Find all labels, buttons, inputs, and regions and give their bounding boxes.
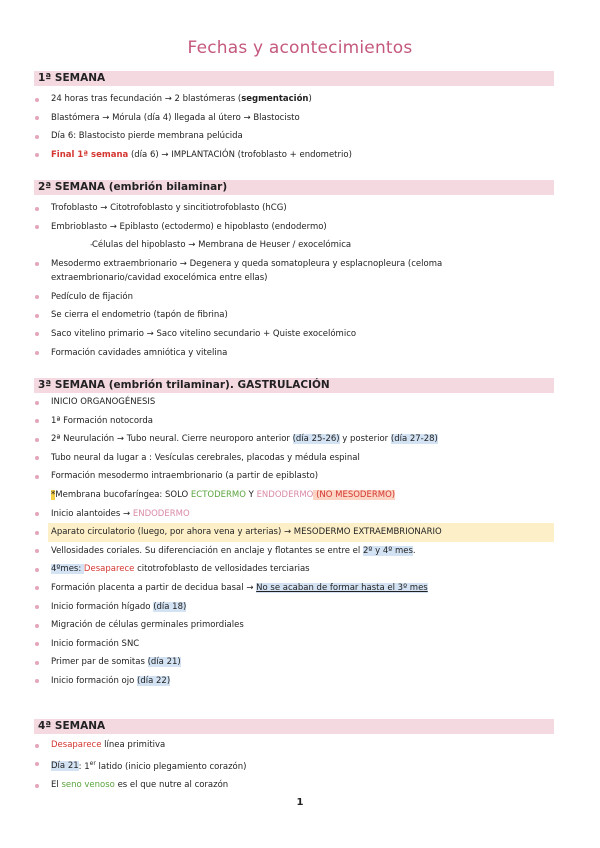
list-item: Formación mesodermo intraembrionario (a partir de epiblasto) bbox=[34, 467, 554, 486]
list-subitem: - Células del hipoblasto → Membrana de Heuser / exocelómica bbox=[34, 236, 554, 255]
list-item: 1ª Formación notocorda bbox=[34, 412, 554, 431]
list-item: Inicio formación SNC bbox=[34, 635, 554, 654]
list-item: Desaparece línea primitiva bbox=[34, 736, 554, 755]
list-item: Trofoblasto → Citotrofoblasto y sincitiotrofoblasto (hCG) bbox=[34, 199, 554, 218]
list-item: Migración de células germinales primordiales bbox=[34, 616, 554, 635]
section-heading: 4ª SEMANA bbox=[34, 719, 554, 734]
section-heading: 1ª SEMANA bbox=[34, 71, 554, 86]
page-title: Fechas y acontecimientos bbox=[187, 38, 413, 58]
list-item: 4ºmes: Desaparece citotrofoblasto de vellosidades terciarias bbox=[34, 560, 554, 579]
list-item: 24 horas tras fecundación → 2 blastómeras (segmentación) bbox=[34, 90, 554, 109]
list-item: Blastómera → Mórula (día 4) llegada al útero → Blastocisto bbox=[34, 109, 554, 128]
section-heading: 3ª SEMANA (embrión trilaminar). GASTRULACIÓN bbox=[34, 378, 554, 393]
list-item: Inicio formación ojo (día 22) bbox=[34, 672, 554, 691]
list-item: Día 21: 1er latido (inicio plegamiento corazón) bbox=[34, 755, 554, 776]
list-item: Saco vitelino primario → Saco vitelino secundario + Quiste exocelómico bbox=[34, 325, 554, 344]
list-item: Vellosidades coriales. Su diferenciación en anclaje y flotantes se entre el 2º y 4º mes. bbox=[34, 542, 554, 561]
list-item: Formación cavidades amniótica y vitelina bbox=[34, 344, 554, 363]
section-week-1 bbox=[34, 71, 554, 164]
list-item: Aparato circulatorio (luego, por ahora vena y arterias) → MESODERMO EXTRAEMBRIONARIO bbox=[48, 523, 554, 542]
list-item: Tubo neural da lugar a : Vesículas cerebrales, placodas y médula espinal bbox=[34, 449, 554, 468]
list-item: Primer par de somitas (día 21) bbox=[34, 653, 554, 672]
list-item: Mesodermo extraembrionario → Degenera y queda somatopleura y esplacnopleura (celoma extraembrionario/cavidad exocelómica entre ellas) bbox=[34, 255, 554, 288]
list-item: El seno venoso es el que nutre al corazón bbox=[34, 776, 554, 795]
list-item: Inicio formación hígado (día 18) bbox=[34, 598, 554, 617]
list-item: 2ª Neurulación → Tubo neural. Cierre neuroporo anterior (día 25-26) y posterior (día 27-28) bbox=[34, 430, 554, 449]
list-item: INICIO ORGANOGÉNESIS bbox=[34, 393, 554, 412]
list-item: Día 6: Blastocisto pierde membrana pelúcida bbox=[34, 127, 554, 146]
section-week-3 bbox=[34, 378, 554, 691]
list-item: Final 1ª semana (día 6) → IMPLANTACIÓN (trofoblasto + endometrio) bbox=[34, 146, 554, 165]
section-week-4 bbox=[34, 719, 554, 795]
page-number: 1 bbox=[296, 797, 304, 808]
list-item: Pedículo de fijación bbox=[34, 288, 554, 307]
list-item: Inicio alantoides → ENDODERMO bbox=[34, 505, 554, 524]
section-heading: 2ª SEMANA (embrión bilaminar) bbox=[34, 180, 554, 195]
list-item: Se cierra el endometrio (tapón de fibrina) bbox=[34, 306, 554, 325]
list-item: Formación placenta a partir de decidua basal → No se acaban de formar hasta el 3º mes bbox=[34, 579, 554, 598]
list-item-continuation: *Membrana bucofaríngea: SOLO ECTODERMO Y ENDODERMO (NO MESODERMO) bbox=[51, 489, 396, 500]
section-week-2 bbox=[34, 180, 554, 362]
list-item: Embrioblasto → Epiblasto (ectodermo) e hipoblasto (endodermo) bbox=[34, 218, 554, 237]
